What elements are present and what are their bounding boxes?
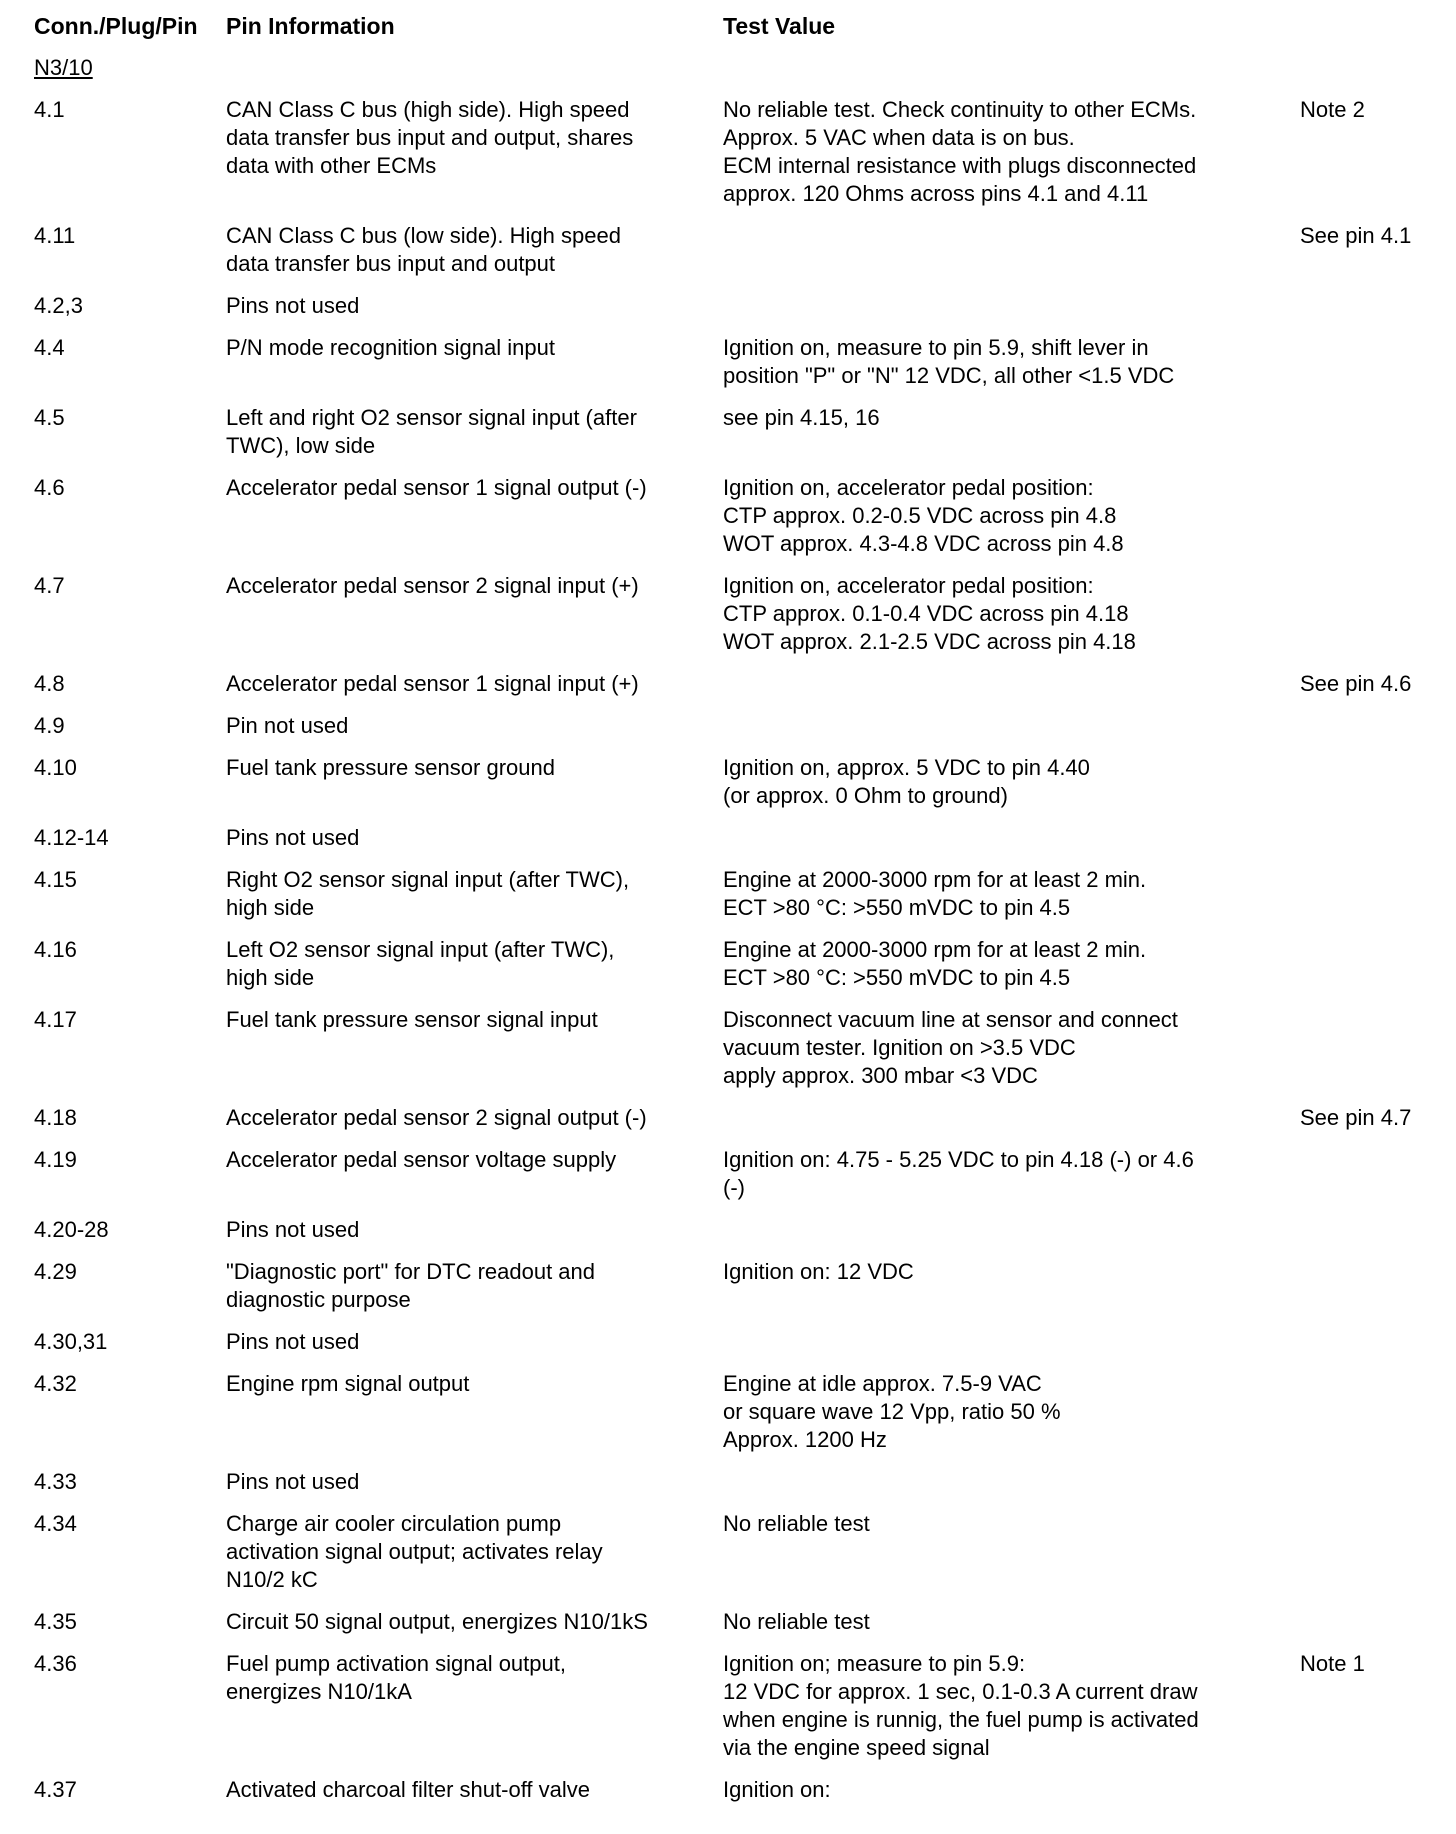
- test-value-line: Ignition on, accelerator pedal position:: [723, 475, 1094, 500]
- pin-number: 4.32: [34, 1371, 77, 1396]
- pin-information-line: Accelerator pedal sensor voltage supply: [226, 1147, 617, 1172]
- pin-information: [226, 1608, 716, 1636]
- pin-information-line: Pin not used: [226, 713, 349, 738]
- pin-information-line: CAN Class C bus (low side). High speed: [226, 223, 621, 248]
- test-value-line: Approx. 5 VAC when data is on bus.: [723, 125, 1075, 150]
- test-value-line: position "P" or "N" 12 VDC, all other <1.5 VDC: [723, 363, 1175, 388]
- pin-information: [226, 824, 716, 852]
- test-value-line: Ignition on; measure to pin 5.9:: [723, 1651, 1026, 1676]
- pin-information-line: Pins not used: [226, 1217, 360, 1242]
- test-value: [723, 1370, 1293, 1454]
- test-value-line: approx. 120 Ohms across pins 4.1 and 4.11: [723, 181, 1149, 206]
- test-value-line: (or approx. 0 Ohm to ground): [723, 783, 1008, 808]
- pin-information: [226, 1776, 716, 1804]
- test-value-line: Disconnect vacuum line at sensor and connect: [723, 1007, 1178, 1032]
- test-value: [723, 754, 1293, 810]
- pin-information-line: Fuel tank pressure sensor ground: [226, 755, 555, 780]
- test-value: [723, 1006, 1293, 1090]
- pin-information-line: Right O2 sensor signal input (after TWC),: [226, 867, 630, 892]
- pin-number: 4.37: [34, 1777, 77, 1802]
- pin-information-line: data with other ECMs: [226, 153, 437, 178]
- test-value: [723, 1608, 1293, 1636]
- pin-information: [226, 1510, 716, 1594]
- header-pin-information: Pin Information: [226, 13, 395, 39]
- pin-information-line: data transfer bus input and output: [226, 251, 556, 276]
- pin-information: [226, 1104, 716, 1132]
- pin-information: [226, 222, 716, 278]
- pin-number: 4.11: [34, 223, 76, 248]
- test-value-line: No reliable test. Check continuity to other ECMs.: [723, 97, 1197, 122]
- test-value-line: Ignition on, approx. 5 VDC to pin 4.40: [723, 755, 1090, 780]
- test-value: [723, 1510, 1293, 1538]
- test-value-line: ECT >80 °C: >550 mVDC to pin 4.5: [723, 895, 1071, 920]
- pin-information: [226, 936, 716, 992]
- pin-information-line: Pins not used: [226, 825, 360, 850]
- pin-information-line: Accelerator pedal sensor 2 signal output (-): [226, 1105, 647, 1130]
- pin-information: [226, 1216, 716, 1244]
- test-value: [723, 334, 1293, 390]
- test-value: [723, 1776, 1293, 1804]
- test-value-line: No reliable test: [723, 1609, 870, 1634]
- test-value-line: Ignition on, accelerator pedal position:: [723, 573, 1094, 598]
- pin-information: [226, 404, 716, 460]
- pin-information-line: Fuel tank pressure sensor signal input: [226, 1007, 598, 1032]
- test-value-line: Engine at 2000-3000 rpm for at least 2 min.: [723, 937, 1147, 962]
- pin-information: [226, 670, 716, 698]
- test-value-line: Ignition on:: [723, 1777, 831, 1802]
- note: See pin 4.1: [1300, 223, 1412, 248]
- test-value-line: Engine at 2000-3000 rpm for at least 2 min.: [723, 867, 1147, 892]
- note: See pin 4.7: [1300, 1105, 1412, 1130]
- pin-information-line: TWC), low side: [226, 433, 376, 458]
- test-value-line: (-): [723, 1175, 745, 1200]
- test-value: [723, 1650, 1293, 1762]
- pin-information-line: CAN Class C bus (high side). High speed: [226, 97, 630, 122]
- pin-number: 4.35: [34, 1609, 77, 1634]
- header-test-value: Test Value: [723, 13, 836, 39]
- pin-number: 4.2,3: [34, 293, 83, 318]
- pin-information: [226, 572, 716, 600]
- test-value-line: Ignition on, measure to pin 5.9, shift lever in: [723, 335, 1149, 360]
- pin-information-line: high side: [226, 895, 315, 920]
- test-value: [723, 866, 1293, 922]
- pin-number: 4.10: [34, 755, 77, 780]
- pin-number: 4.34: [34, 1511, 77, 1536]
- pin-information-line: high side: [226, 965, 315, 990]
- pin-information-line: Left O2 sensor signal input (after TWC),: [226, 937, 615, 962]
- pin-information-line: data transfer bus input and output, shares: [226, 125, 634, 150]
- pin-information: [226, 96, 716, 180]
- note: Note 2: [1300, 97, 1365, 122]
- pin-information: [226, 1650, 716, 1706]
- pin-number: 4.20-28: [34, 1217, 109, 1242]
- pin-number: 4.4: [34, 335, 65, 360]
- pin-information-line: Accelerator pedal sensor 2 signal input (+): [226, 573, 639, 598]
- pin-information: [226, 1006, 716, 1034]
- pin-number: 4.18: [34, 1105, 77, 1130]
- test-value-line: Ignition on: 4.75 - 5.25 VDC to pin 4.18 (-) or 4.6: [723, 1147, 1194, 1172]
- pin-information-line: Accelerator pedal sensor 1 signal output (-): [226, 475, 647, 500]
- pin-information: [226, 1258, 716, 1314]
- pin-information: [226, 334, 716, 362]
- test-value: [723, 1258, 1293, 1286]
- pin-number: 4.19: [34, 1147, 77, 1172]
- test-value-line: WOT approx. 4.3-4.8 VDC across pin 4.8: [723, 531, 1124, 556]
- pin-number: 4.29: [34, 1259, 77, 1284]
- pin-number: 4.7: [34, 573, 65, 598]
- pin-information: [226, 1468, 716, 1496]
- test-value: [723, 572, 1293, 656]
- note: See pin 4.6: [1300, 671, 1412, 696]
- pin-information-line: N10/2 kC: [226, 1567, 318, 1592]
- pin-number: 4.16: [34, 937, 77, 962]
- test-value-line: or square wave 12 Vpp, ratio 50 %: [723, 1399, 1061, 1424]
- pin-information-line: Accelerator pedal sensor 1 signal input (+): [226, 671, 639, 696]
- pin-information-line: Fuel pump activation signal output,: [226, 1651, 566, 1676]
- test-value: [723, 1146, 1293, 1202]
- pin-number: 4.36: [34, 1651, 77, 1676]
- pin-information: [226, 866, 716, 922]
- pin-number: 4.17: [34, 1007, 77, 1032]
- section-label: N3/10: [34, 55, 93, 80]
- pin-information-line: activation signal output; activates relay: [226, 1539, 603, 1564]
- pin-information: [226, 1370, 716, 1398]
- test-value-line: Approx. 1200 Hz: [723, 1427, 887, 1452]
- pin-number: 4.5: [34, 405, 65, 430]
- pin-information-line: Circuit 50 signal output, energizes N10/1kS: [226, 1609, 648, 1634]
- test-value-line: CTP approx. 0.1-0.4 VDC across pin 4.18: [723, 601, 1129, 626]
- pin-number: 4.12-14: [34, 825, 109, 850]
- test-value-line: ECM internal resistance with plugs disconnected: [723, 153, 1197, 178]
- pin-number: 4.6: [34, 475, 65, 500]
- pin-number: 4.15: [34, 867, 77, 892]
- test-value-line: Ignition on: 12 VDC: [723, 1259, 914, 1284]
- test-value: [723, 404, 1293, 432]
- pin-number: 4.30,31: [34, 1329, 108, 1354]
- pin-information-line: diagnostic purpose: [226, 1287, 411, 1312]
- pin-information-line: Engine rpm signal output: [226, 1371, 470, 1396]
- test-value: [723, 96, 1293, 208]
- pin-information-line: Pins not used: [226, 1469, 360, 1494]
- test-value-line: CTP approx. 0.2-0.5 VDC across pin 4.8: [723, 503, 1117, 528]
- test-value-line: Engine at idle approx. 7.5-9 VAC: [723, 1371, 1042, 1396]
- test-value: [723, 936, 1293, 992]
- test-value-line: vacuum tester. Ignition on >3.5 VDC: [723, 1035, 1076, 1060]
- pin-information: [226, 292, 716, 320]
- test-value-line: 12 VDC for approx. 1 sec, 0.1-0.3 A current draw: [723, 1679, 1198, 1704]
- pin-information-line: "Diagnostic port" for DTC readout and: [226, 1259, 596, 1284]
- test-value-line: WOT approx. 2.1-2.5 VDC across pin 4.18: [723, 629, 1136, 654]
- pin-information-line: energizes N10/1kA: [226, 1679, 412, 1704]
- pin-number: 4.1: [34, 97, 65, 122]
- pin-information-line: Activated charcoal filter shut-off valve: [226, 1777, 590, 1802]
- pin-number: 4.9: [34, 713, 65, 738]
- pin-information-line: Pins not used: [226, 1329, 360, 1354]
- test-value-line: apply approx. 300 mbar <3 VDC: [723, 1063, 1038, 1088]
- header-conn-plug-pin: Conn./Plug/Pin: [34, 13, 198, 39]
- test-value: [723, 474, 1293, 558]
- test-value-line: via the engine speed signal: [723, 1735, 990, 1760]
- pin-information: [226, 1146, 716, 1174]
- pin-information: [226, 754, 716, 782]
- test-value-line: No reliable test: [723, 1511, 870, 1536]
- pin-information-line: Pins not used: [226, 293, 360, 318]
- test-value-line: see pin 4.15, 16: [723, 405, 880, 430]
- test-value-line: when engine is runnig, the fuel pump is activated: [723, 1707, 1199, 1732]
- pin-information: [226, 1328, 716, 1356]
- pin-information-line: P/N mode recognition signal input: [226, 335, 555, 360]
- pin-number: 4.33: [34, 1469, 77, 1494]
- pin-information: [226, 712, 716, 740]
- pin-information: [226, 474, 716, 502]
- pin-number: 4.8: [34, 671, 65, 696]
- test-value-line: ECT >80 °C: >550 mVDC to pin 4.5: [723, 965, 1071, 990]
- pin-information-line: Charge air cooler circulation pump: [226, 1511, 562, 1536]
- pin-information-line: Left and right O2 sensor signal input (after: [226, 405, 637, 430]
- note: Note 1: [1300, 1651, 1365, 1676]
